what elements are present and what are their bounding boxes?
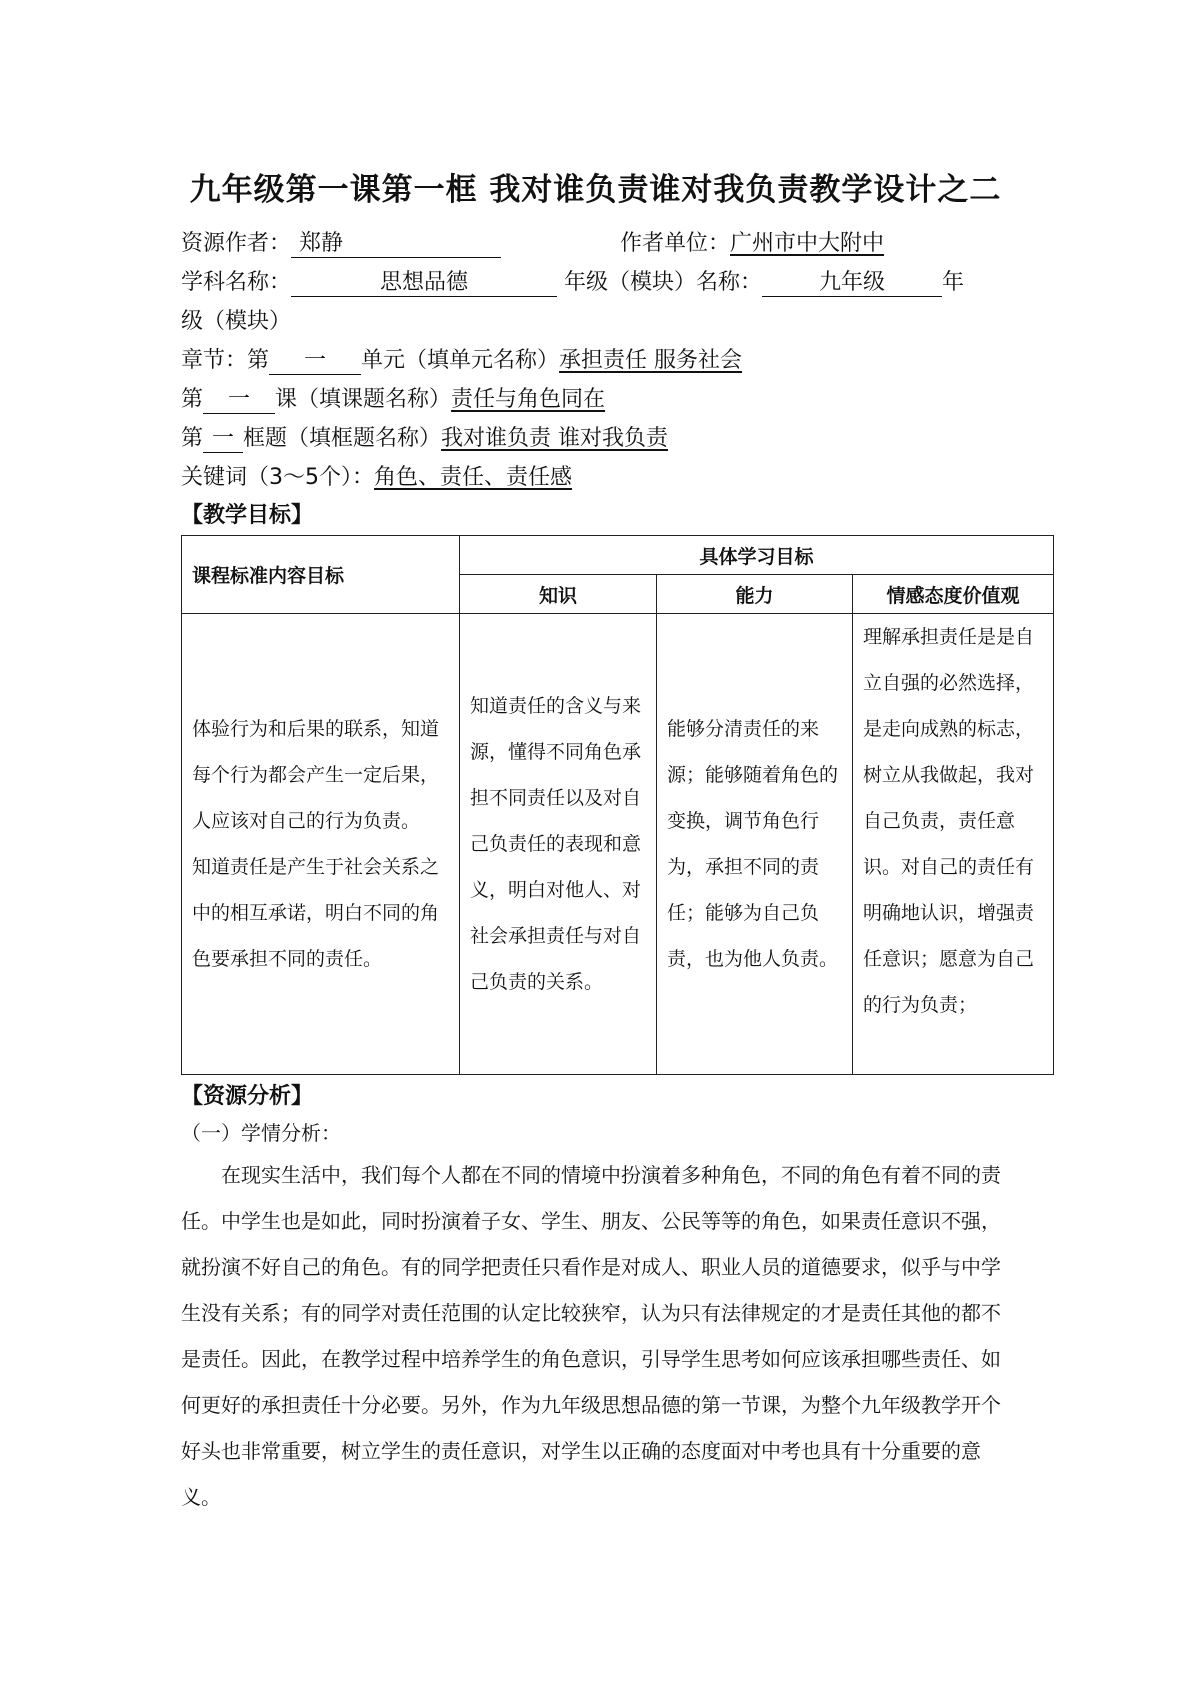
cell-standard [182,614,460,1075]
cell-ability: 能够分清责任的来源；能够随着角色的变换，调节角色行为，承担不同的责任；能够为自己负责，也为他人负责。 [657,614,853,1075]
author-label: 资源作者： [181,231,292,256]
header-knowledge: 知识 [460,575,657,614]
header-attitude: 情感态度价值观 [853,575,1054,614]
unit-value: 广州市中大附中 [730,231,885,256]
student-heading: （一）学情分析： [181,1121,341,1145]
header-ability: 能力 [657,575,853,614]
standard-text-2: 知道责任是产生于社会关系之中的相互承诺，明白不同的角色要承担不同的责任。 [192,856,440,970]
resource-heading: 【资源分析】 [181,1084,314,1109]
unit-label: 作者单位： [620,231,731,256]
author-line [181,226,501,258]
chapter-prefix: 章节：第 [181,348,270,373]
chapter-number: 一 [269,348,361,375]
chapter-name: 承担责任 服务社会 [559,348,743,373]
frame-name: 我对谁负责 谁对我负责 [441,426,669,451]
author-value: 郑静 [291,231,501,258]
chapter-line [181,343,742,375]
frame-number: 一 [203,426,243,453]
frame-prefix: 第 [181,426,204,451]
unit-line [620,226,884,257]
subject-label: 学科名称： [181,270,292,295]
cell-knowledge: 知道责任的含义与来源，懂得不同角色承担不同责任以及对自己负责任的表现和意义，明白对他人、对社会承担责任与对自己负责的关系。 [460,614,657,1075]
grade-value: 九年级 [762,270,942,297]
subject-value: 思想品德 [291,270,557,297]
student-paragraph: 在现实生活中，我们每个人都在不同的情境中扮演着多种角色，不同的角色有着不同的责任。中学生也是如此，同时扮演着子女、学生、朋友、公民等等的角色，如果责任意识不强，就扮演不好自己的角色。有的同学把责任只看作是对成人、职业人员的道德要求，似乎与中学生没有关系；有的同学对责任范围的认定比较狭窄，认为只有法律规定的才是责任其他的都不是责任。因此，在教学过程中培养学生的角色意识，引导学生思考如何应该承担哪些责任、如何更好的承担责任十分必要。另外，作为九年级思想品德的第一节课，为整个九年级教学开个好头也非常重要，树立学生的责任意识，对学生以正确的态度面对中考也具有十分重要的意义。 [181,1163,1001,1509]
goals-table [181,535,1054,1075]
header-standard: 课程标准内容目标 [182,536,460,614]
chapter-mid: 单元（填单元名称） [361,348,560,373]
frame-line [181,421,668,453]
subject-line [181,265,964,297]
lesson-prefix: 第 [181,387,204,412]
keywords-label: 关键词（3～5个）： [181,465,374,490]
cell-attitude: 理解承担责任是是自立自强的必然选择，是走向成熟的标志，树立从我做起，我对自己负责，责任意识。对自己的责任有明确地认识，增强责任意识；愿意为自己的行为负责； [853,614,1054,1075]
keywords-line [181,460,572,491]
grade-label: 年级（模块）名称： [564,270,763,295]
lesson-mid: 课（填课题名称） [275,387,452,412]
grade-tail: 年 [942,270,965,295]
grade-wrap-line: 级（模块） [181,309,292,334]
header-specific: 具体学习目标 [460,536,1054,575]
document-title: 九年级第一课第一框 我对谁负责谁对我负责教学设计之二 [189,172,1002,208]
goals-heading: 【教学目标】 [181,503,314,528]
keywords-value: 角色、责任、责任感 [374,465,573,490]
lesson-number: 一 [203,387,275,414]
standard-text-1: 体验行为和后果的联系，知道每个行为都会产生一定后果，人应该对自己的行为负责。 [192,718,440,832]
lesson-name: 责任与角色同在 [451,387,606,412]
lesson-line [181,382,605,414]
frame-mid: 框题（填框题名称） [243,426,442,451]
